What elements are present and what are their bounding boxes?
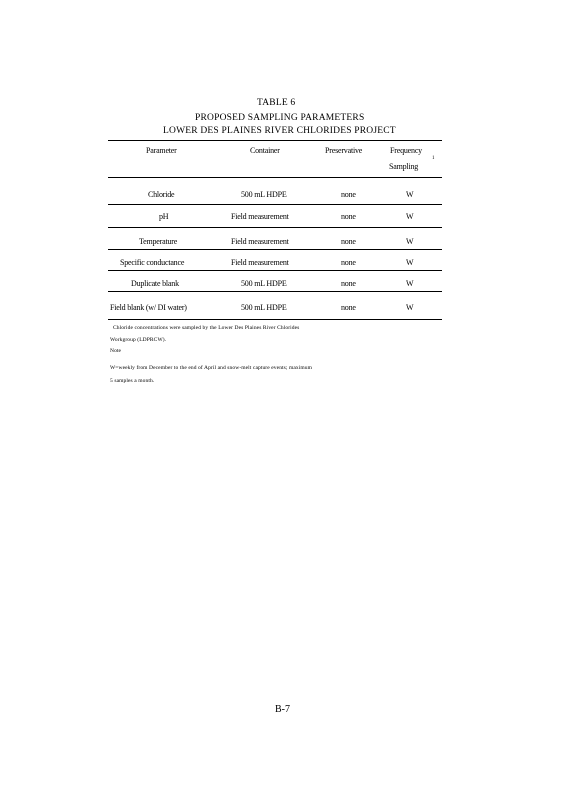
footnote-marker: 1 <box>432 156 435 161</box>
row-duplicate-container: 500 mL HDPE <box>241 279 287 288</box>
row-conductance-preservative: none <box>341 258 356 267</box>
table-title-line1: PROPOSED SAMPLING PARAMETERS <box>195 113 365 123</box>
header-sampling: Sampling <box>389 162 419 171</box>
row-duplicate-parameter: Duplicate blank <box>131 279 179 288</box>
row-temperature-preservative: none <box>341 237 356 246</box>
row-field-blank-container: 500 mL HDPE <box>241 303 287 312</box>
row-ph-frequency: W <box>406 212 414 221</box>
row-conductance-parameter: Specific conductance <box>120 258 185 267</box>
row-field-blank-frequency: W <box>406 303 414 312</box>
note-line-5: 5 samples a month. <box>110 378 155 384</box>
row-chloride-frequency: W <box>406 190 414 199</box>
note-line-2: Workgroup (LDPRCW). <box>110 337 167 343</box>
row-duplicate-preservative: none <box>341 279 356 288</box>
row-conductance-container: Field measurement <box>231 258 289 267</box>
row-conductance-frequency: W <box>406 258 414 267</box>
row-temperature-frequency: W <box>406 237 414 246</box>
note-line-1: Chloride concentrations were sampled by the Lower Des Plaines River Chlorides <box>113 325 300 331</box>
row-ph-container: Field measurement <box>231 212 289 221</box>
row-chloride-preservative: none <box>341 190 356 199</box>
note-heading: Note <box>110 348 122 354</box>
page-number: B-7 <box>275 704 290 715</box>
row-divider <box>108 270 442 271</box>
row-chloride-container: 500 mL HDPE <box>241 190 287 199</box>
header-preservative: Preservative <box>325 146 363 155</box>
row-duplicate-frequency: W <box>406 279 414 288</box>
row-divider <box>108 204 442 205</box>
header-container: Container <box>250 146 280 155</box>
note-line-4: W=weekly from December to the end of April and snow-melt capture events; maximum <box>110 365 313 371</box>
row-temperature-container: Field measurement <box>231 237 289 246</box>
row-field-blank-parameter: Field blank (w/ DI water) <box>110 303 187 312</box>
table-title-line2: LOWER DES PLAINES RIVER CHLORIDES PROJECT <box>163 126 396 136</box>
table-label: TABLE 6 <box>257 98 296 108</box>
row-ph-parameter: pH <box>159 212 169 221</box>
row-ph-preservative: none <box>341 212 356 221</box>
table-top-rule <box>108 140 442 141</box>
table-bottom-rule <box>108 319 442 320</box>
row-divider <box>108 249 442 250</box>
row-field-blank-preservative: none <box>341 303 356 312</box>
header-parameter: Parameter <box>146 146 177 155</box>
row-temperature-parameter: Temperature <box>139 237 178 246</box>
row-divider <box>108 291 442 292</box>
header-frequency: Frequency <box>390 146 422 155</box>
header-bottom-rule <box>108 177 442 178</box>
row-divider <box>108 227 442 228</box>
row-chloride-parameter: Chloride <box>148 190 175 199</box>
